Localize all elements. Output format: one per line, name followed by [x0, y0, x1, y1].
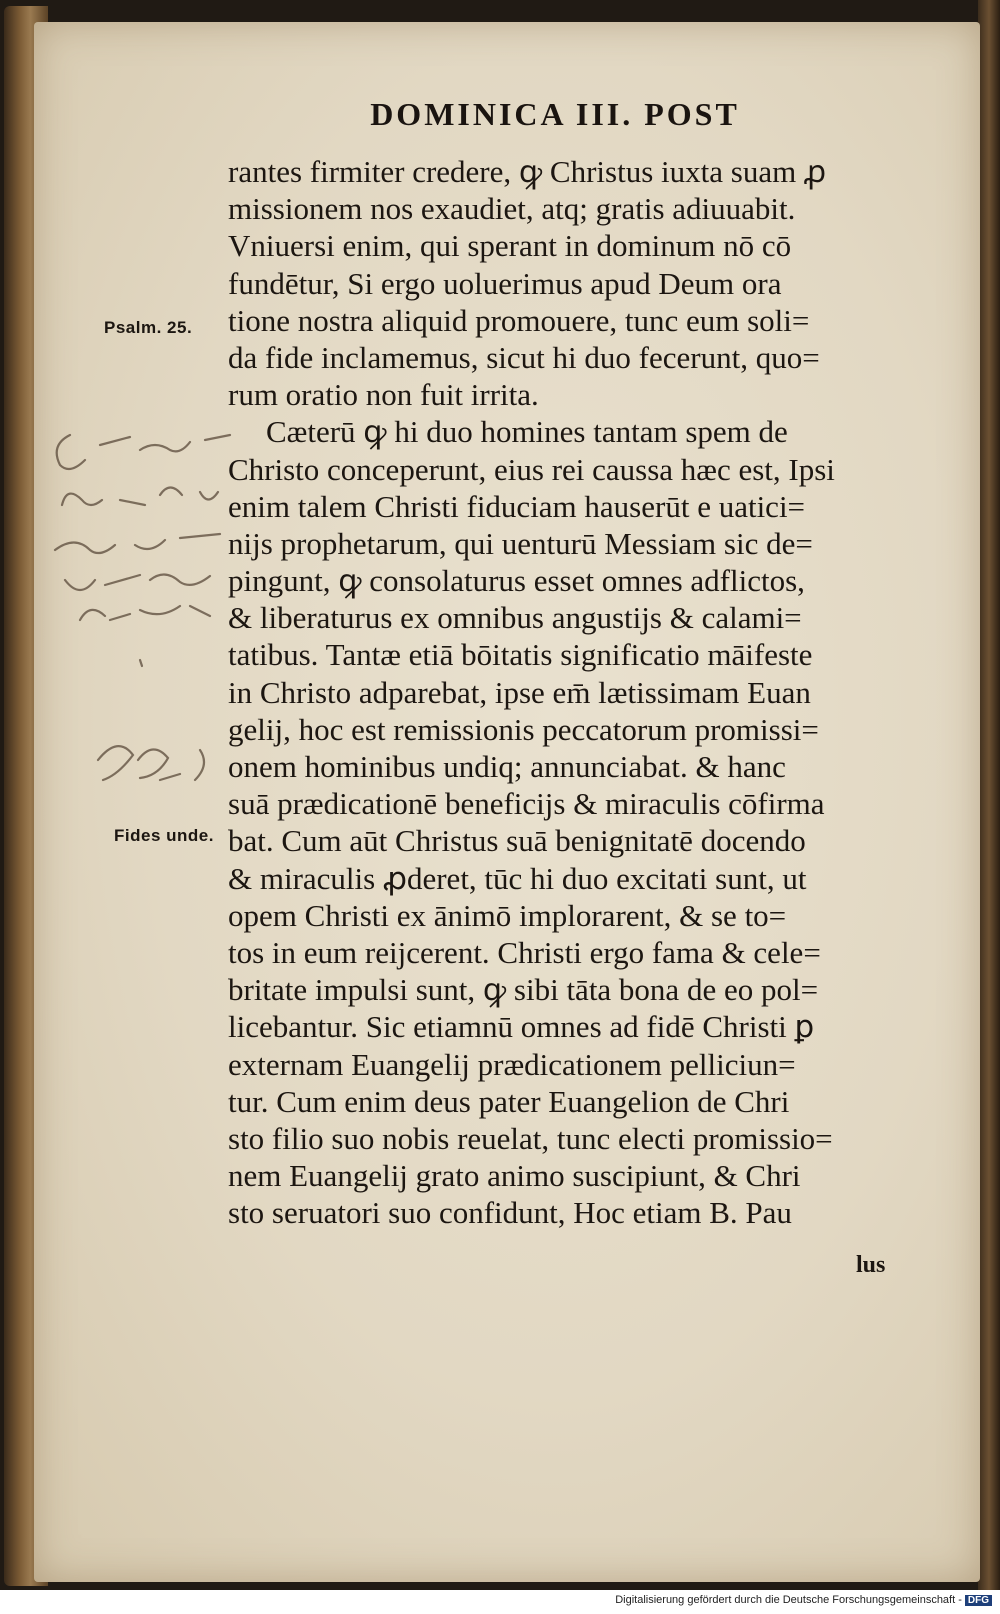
- marginal-note-psalm: Psalm. 25.: [104, 318, 193, 337]
- text-line: britate impulsi sunt, ꝙ sibi tāta bona de eo pol=: [228, 972, 819, 1008]
- text-line: tione nostra aliquid promouere, tunc eum soli=: [228, 302, 810, 338]
- text-line: licebantur. Sic etiamnū omnes ad fidē Christi ꝑ: [228, 1009, 815, 1045]
- text-line: Vniuersi enim, qui sperant in dominum nō cō: [228, 228, 792, 264]
- catchword: lus: [856, 1252, 886, 1278]
- text-line: fundētur, Si ergo uoluerimus apud Deum ora: [228, 265, 782, 301]
- text-line: pingunt, ꝙ consolaturus esset omnes adflictos,: [228, 563, 805, 599]
- text-line: sto filio suo nobis reuelat, tunc electi promissio=: [228, 1120, 833, 1156]
- body-text: [228, 153, 948, 1231]
- marginal-note-fides: Fides unde.: [114, 826, 214, 845]
- text-line: externam Euangelij prædicationem pelliciun=: [228, 1046, 796, 1082]
- text-line: tatibus. Tantæ etiā bōitatis significatio māifeste: [228, 637, 813, 673]
- text-line: in Christo adparebat, ipse em̄ lætissimam Euan: [228, 674, 811, 710]
- dfg-logo: DFG: [965, 1595, 992, 1606]
- digitization-credit: [615, 1594, 992, 1606]
- text-line: suā prædicationē beneficijs & miraculis cōfirma: [228, 786, 825, 822]
- book-cover-edge: [978, 0, 1000, 1590]
- text-line: da fide inclamemus, sicut hi duo fecerunt, quo=: [228, 339, 820, 375]
- text-line: nem Euangelij grato animo suscipiunt, & Chri: [228, 1158, 801, 1194]
- text-line: gelij, hoc est remissionis peccatorum promissi=: [228, 711, 819, 747]
- text-line: & miraculis ꝓderet, tūc hi duo excitati sunt, ut: [228, 860, 807, 896]
- text-line: & liberaturus ex omnibus angustijs & calami=: [228, 600, 802, 636]
- text-line: Christo conceperunt, eius rei caussa hæc est, Ipsi: [228, 451, 835, 487]
- text-line: tos in eum reijcerent. Christi ergo fama & cele=: [228, 934, 821, 970]
- text-line: Cæterū ꝙ hi duo homines tantam spem de: [266, 414, 788, 450]
- text-line: rantes firmiter credere, ꝙ Christus iuxta suam ꝓ: [228, 154, 827, 189]
- handwritten-annotation: [40, 420, 240, 820]
- text-line: missionem nos exaudiet, atq; gratis adiuuabit.: [228, 191, 796, 227]
- text-line: enim talem Christi fiduciam hauserūt e uatici=: [228, 488, 806, 524]
- text-line: onem hominibus undiq; annunciabat. & hanc: [228, 749, 786, 784]
- text-line: tur. Cum enim deus pater Euangelion de Chri: [228, 1083, 790, 1119]
- footer-text: Digitalisierung gefördert durch die Deutsche Forschungsgemeinschaft -: [615, 1594, 962, 1606]
- text-line: rum oratio non fuit irrita.: [228, 377, 539, 413]
- running-header: DOMINICA III. POST: [370, 96, 740, 132]
- text-line: opem Christi ex ānimō implorarent, & se to=: [228, 897, 787, 933]
- text-line: sto seruatori suo confidunt, Hoc etiam B. Pau: [228, 1195, 792, 1231]
- text-line: nijs prophetarum, qui uenturū Messiam sic de=: [228, 525, 813, 561]
- text-line: bat. Cum aūt Christus suā benignitatē docendo: [228, 823, 806, 859]
